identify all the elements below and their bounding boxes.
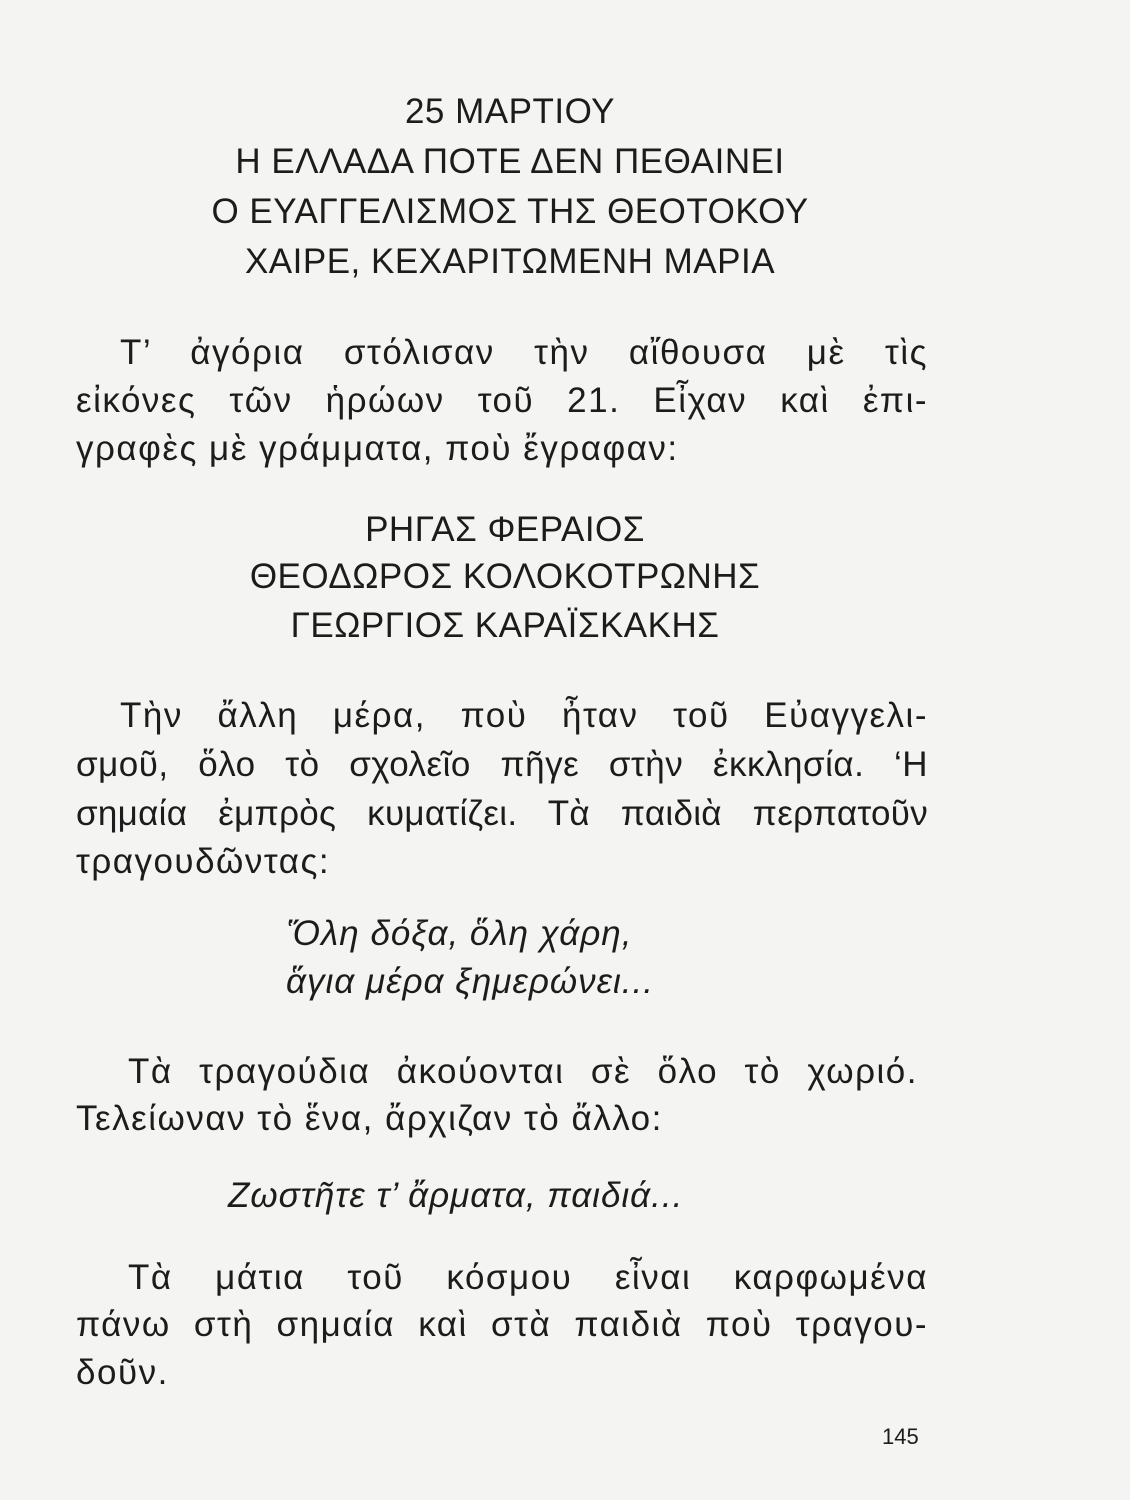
hero-name: ΡΗΓΑΣ ΦΕΡΑΙΟΣ <box>365 510 645 549</box>
heading-date: 25 ΜΑΡΤΙΟΥ <box>404 92 616 131</box>
text-line: σημαία ἐμπρὸς κυματίζει. Τὰ παιδιὰ περπατοῦν <box>76 794 928 833</box>
text-line: Τ’ ἀγόρια στόλισαν τὴν αἴθουσα μὲ τὶς <box>120 333 928 372</box>
heading-line-3: Ο ΕΥΑΓΓΕΛΙΣΜΟΣ ΤΗΣ ΘΕΟΤΟΚΟΥ <box>211 192 809 231</box>
text-line: εἰκόνες τῶν ἡρώων τοῦ 21. Εἶχαν καὶ ἐπι- <box>76 381 928 420</box>
text-line: Τελείωναν τὸ ἕνα, ἄρχιζαν τὸ ἄλλο: <box>76 1099 663 1138</box>
text-line: πάνω στὴ σημαία καὶ στὰ παιδιὰ ποὺ τραγου- <box>76 1305 928 1344</box>
heading-line-2: Η ΕΛΛΑΔΑ ΠΟΤΕ ΔΕΝ ΠΕΘΑΙΝΕΙ <box>235 142 785 181</box>
hero-name: ΘΕΟΔΩΡΟΣ ΚΟΛΟΚΟΤΡΩΝΗΣ <box>249 557 761 596</box>
heading-line-4: ΧΑΙΡΕ, ΚΕΧΑΡΙΤΩΜΕΝΗ ΜΑΡΙΑ <box>244 242 776 281</box>
song-line: Ὅλη δόξα, ὅλη χάρη, <box>286 914 633 953</box>
hero-name: ΓΕΩΡΓΙΟΣ ΚΑΡΑΪΣΚΑΚΗΣ <box>290 606 720 645</box>
song-line: Ζωστῆτε τ’ ἄρματα, παιδιά... <box>228 1176 684 1215</box>
text-line: σμοῦ, ὅλο τὸ σχολεῖο πῆγε στὴν ἐκκλησία. ‘Η <box>76 745 928 784</box>
text-line: τραγουδῶντας: <box>76 842 331 881</box>
text-line: Τὰ μάτια τοῦ κόσμου εἶναι καρφωμένα <box>128 1258 928 1297</box>
song-line: ἅγια μέρα ξημερώνει... <box>286 962 654 1001</box>
text-line: δοῦν. <box>76 1353 169 1392</box>
text-line: γραφὲς μὲ γράμματα, ποὺ ἔγραφαν: <box>76 429 679 468</box>
text-line: Τὴν ἄλλη μέρα, ποὺ ἦταν τοῦ Εὐαγγελι- <box>120 696 928 735</box>
text-line: Τὰ τραγούδια ἀκούονται σὲ ὅλο τὸ χωριό. <box>128 1052 918 1091</box>
page-number: 145 <box>882 1424 919 1449</box>
